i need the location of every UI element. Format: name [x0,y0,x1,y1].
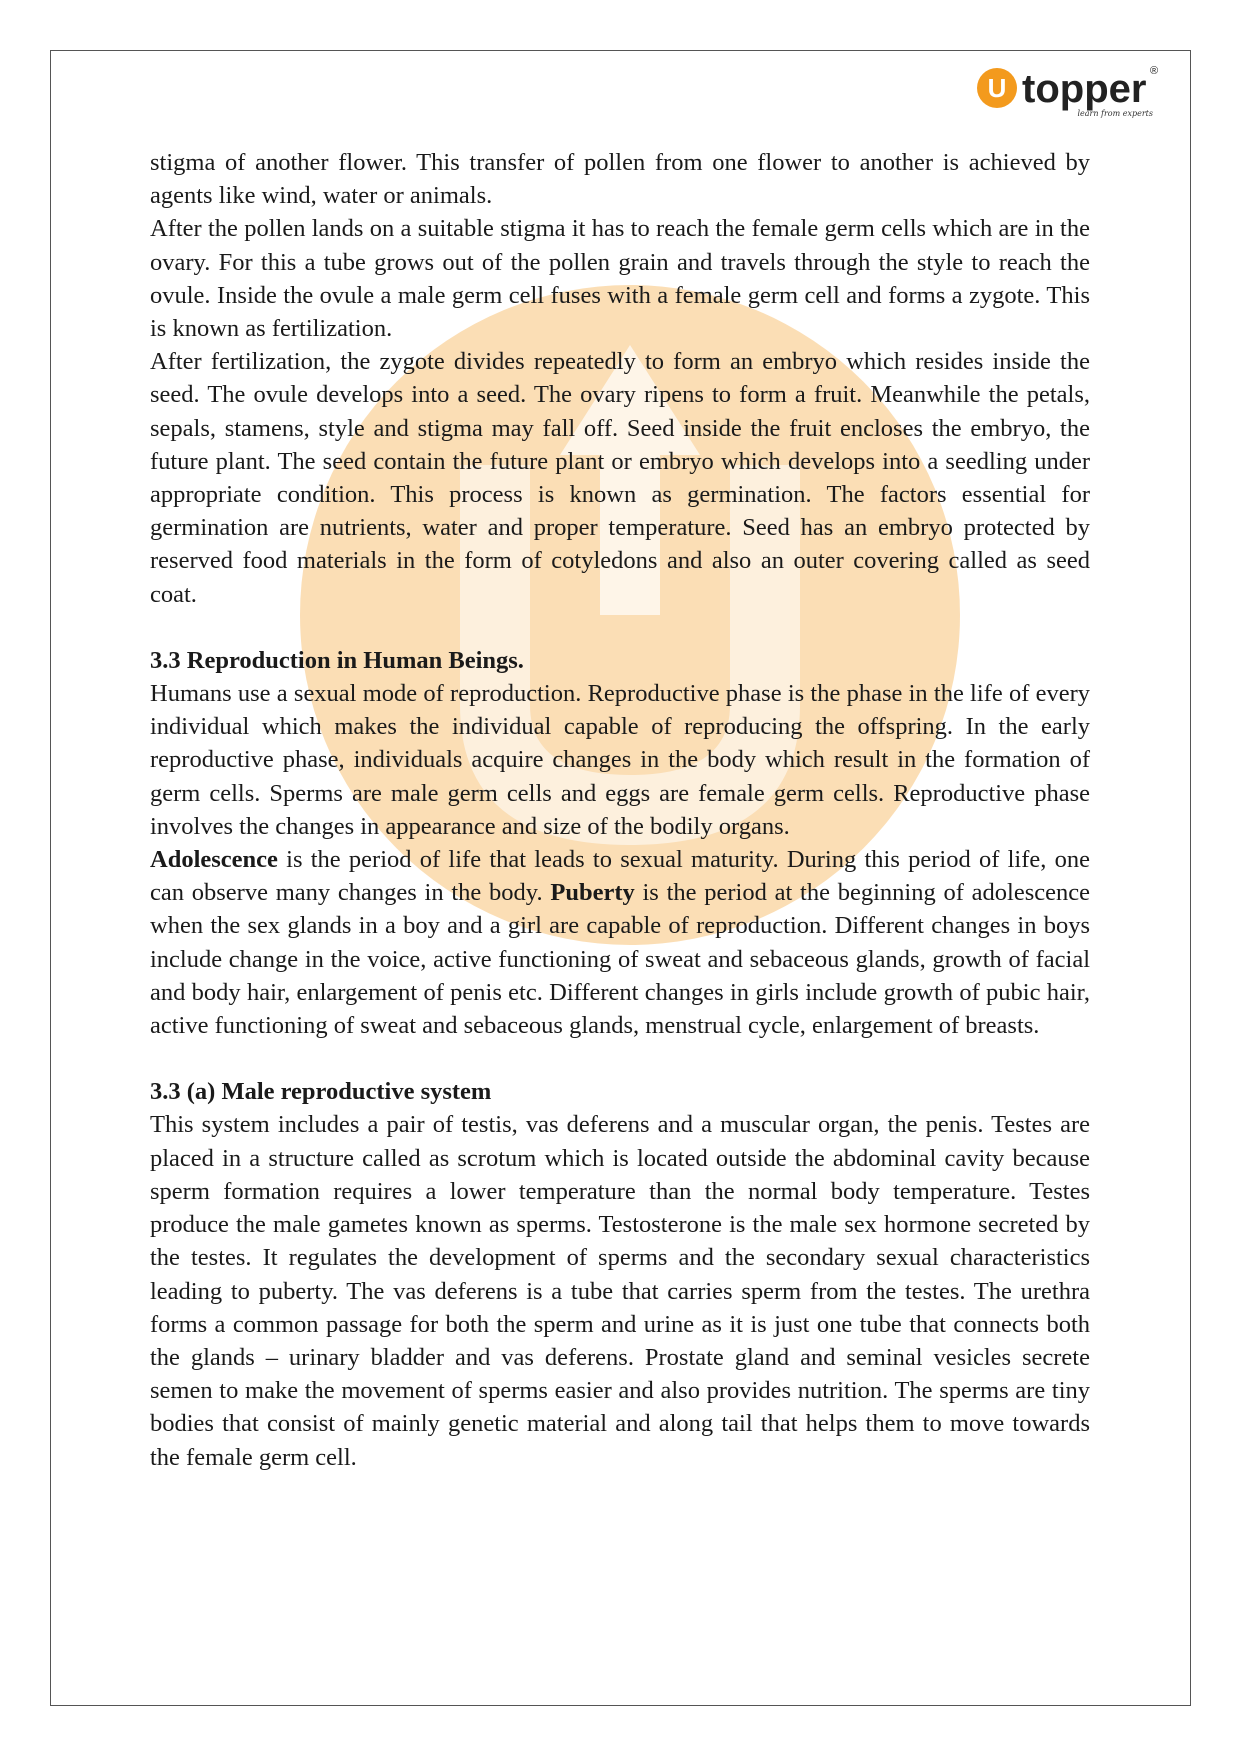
document-body [150,146,1090,1474]
paragraph-male-system: This system includes a pair of testis, vas deferens and a muscular organ, the penis. Testes are placed in a structure called as scrotum which is located outside the abdominal cavity because sperm formation requires a lower temperature than the normal body temperature. Testes produce the male gametes known as sperms. Testosterone is the male sex hormone secreted by the testes. It regulates the development of sperms and the secondary sexual characteristics leading to puberty. The vas deferens is a tube that carries sperm from the testes. The urethra forms a common passage for both the sperm and urine as it is just one tube that connects both the glands – urinary bladder and vas deferens. Prostate gland and seminal vesicles secrete semen to make the movement of sperms easier and also provides nutrition. The sperms are tiny bodies that consist of mainly genetic material and along tail that helps them to move towards the female germ cell. [150,1111,1090,1471]
paragraph-pollination: stigma of another flower. This transfer of pollen from one flower to another is achieved by agents like wind, water or animals. [150,149,1090,210]
paragraph-germination: After fertilization, the zygote divides repeatedly to form an embryo which resides inside the seed. The ovule develops into a seed. The ovary ripens to form a fruit. Meanwhile the petals, sepals, stamens, style and stigma may fall off. Seed inside the fruit encloses the embryo, the future plant. The seed contain the future plant or embryo which develops into a seedling under appropriate condition. This process is known as germination. The factors essential for germination are nutrients, water and proper temperature. Seed has an embryo protected by reserved food materials in the form of cotyledons and also an outer covering called as seed coat. [150,348,1090,608]
utopper-logo [975,60,1165,122]
logo-letter: U [987,73,1007,103]
section-heading-human-reproduction: 3.3 Reproduction in Human Beings. [150,646,524,674]
section-heading-male-system: 3.3 (a) Male reproductive system [150,1078,492,1106]
paragraph-fertilization: After the pollen lands on a suitable stigma it has to reach the female germ cells which are in the ovary. For this a tube grows out of the pollen grain and travels through the style to reach the ovule. Inside the ovule a male germ cell fuses with a female germ cell and forms a zygote. This is known as fertilization. [150,215,1090,343]
logo-tagline: learn from experts [1077,109,1153,118]
paragraph-adolescence [150,843,1090,1042]
term-puberty: Puberty [550,879,635,907]
paragraph-reproductive-phase: Humans use a sexual mode of reproduction. Reproductive phase is the phase in the life of every individual which makes the individual capable of reproducing the offspring. In the early reproductive phase, individuals acquire changes in the body which result in the formation of germ cells. Sperms are male germ cells and eggs are female germ cells. Reproductive phase involves the changes in appearance and size of the bodily organs. [150,680,1090,840]
registered-mark: ® [1150,65,1159,77]
adolescence-text: is the period of life that leads to sexual maturity. During this period of life, one can observe many changes in the body. [150,846,1090,907]
puberty-text: is the period at the beginning of adolescence when the sex glands in a boy and a girl are capable of reproduction. Different changes in boys include change in the voice, active functioning of sweat and sebaceous glands, growth of facial and body hair, enlargement of penis etc. Different changes in girls include growth of pubic hair, active functioning of sweat and sebaceous glands, menstrual cycle, enlargement of breasts. [150,879,1090,1040]
term-adolescence: Adolescence [150,846,278,874]
logo-wordmark: topper [1022,67,1147,111]
